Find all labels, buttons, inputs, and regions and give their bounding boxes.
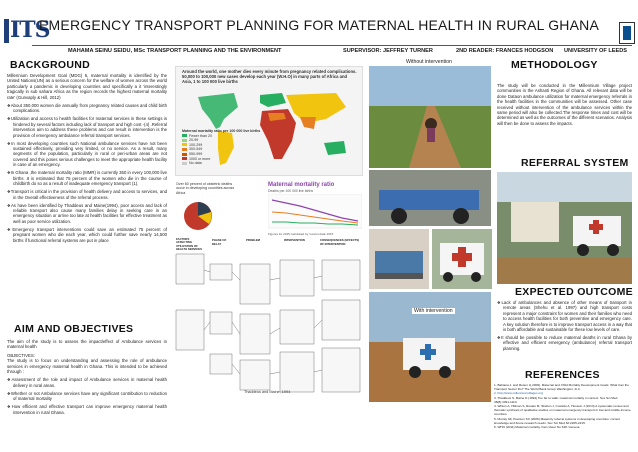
map-caption: Around the world, one mother dies every minute from pregnancy related complications. 50,000 to 100,000 new cases develop each year (W.H.O) in many parts of Africa and Asia, 1 to 100 000 live births [182,69,357,84]
without-intervention-label: Without intervention [406,59,452,65]
referral-system-heading: REFERRAL SYSTEM [521,157,629,169]
chart-footnote: Figures for 2015 calculated by 'Lancet data' 2015 [268,232,334,236]
rural-road-photo-shapes [369,66,491,168]
reference-item: 5. Murray SF, Pearson SC (2006) Maternity referral systems in developing countries: current knowledge and future research needs. Soc Sci Med 62:2205-2215. [494,416,621,425]
author-name: MAHAMA SEINU SEIDU, MSc TRANSPORT PLANNING AND THE ENVIRONMENT [68,48,282,54]
reference-item: 4. Wilson A, Hillman S, Rosato M, Skelton J, Costello A, Hussein J (2013) A systematic review and thematic synthesis of qualitative studies on maternal emergency transport in low-and middle-income countries. [494,404,631,417]
objectives-label: OBJECTIVES: [7,352,35,358]
aim-statement: The aim of the study is to assess the impact/effect of Ambulance services in maternal health [7,339,167,350]
title-divider [32,45,632,46]
three-delays-flow-diagram [174,238,364,398]
flow-caption: Thaddeus and Maine, 1994 [244,390,291,394]
background-bullet: ❖ In most developing countries such National ambulance services have not been sustained effectively, providing very limited, or no service. As a result, many segments of the population, particularly in rural or peri-urban areas are not covered and this poses serious challenges to meet the appropriate health facility in case of an emergency. [7,141,167,168]
reference-item: 2. http://www.millenniumvillages.org [494,391,544,396]
university-name: UNIVERSITY OF LEEDS [564,48,627,54]
background-text [7,73,167,246]
references-heading: REFERENCES [525,369,600,381]
methodology-text: The study will be conducted in the Millennium Village project communities in the Ashanti Region of Ghana. All relevant data will be done Dataon ambulance utilization for maternal emergency referrals in the health facilities in the communities will be assessed. Other case received without intervention of the ambulance services within the same period will also be collected.The response times and cost will be determined as well as the outcomes of the different scenarios. Analysis will then be done to assess the impacts. [497,83,632,126]
reference-item: 3. Thaddeus S, Maine D (1994) Too far to walk: maternal mortality in context. Soc Sci Med 38(8):1091-1110. [494,395,618,404]
mortality-charts [176,182,362,238]
motorbike-photo-shapes [369,170,491,226]
referral-system-photo [497,172,632,284]
objective-bullet: ❖ Whether or not Ambulance services have any significant contribution to reduction of maternal mortality [7,391,167,402]
background-bullet: ❖ Transport is critical in the provision of health delivery and access to services, and in the Overall effectiveness of the referral process. [7,189,167,200]
patient-on-motorbike-photo [369,170,491,226]
flow-header: FACTORS AFFECTING UTILIZATION OF HEALTH SERVICES [176,237,203,252]
map-legend-item: Fewer than 20 [182,134,260,139]
flow-header: CONSEQUENCES (EFFECTS) OF INTERVENTION [320,238,360,246]
methodology-heading: METHODOLOGY [511,59,598,71]
flow-header: INTERVENTION [284,238,305,242]
expected-outcome-text [497,300,632,354]
flow-header: PHASE OF DELAY [212,238,227,246]
with-intervention-label: With intervention [414,308,453,314]
mortality-chart-subtitle: Deaths per 100 000 live births [268,189,314,193]
map-legend-item: 100-299 [182,143,260,148]
map-legend-item: 20-99 [182,138,260,143]
map-legend [182,129,260,166]
background-bullet: ❖ As have been identified by Thaddeus and Maine(1994), poor access and lack of reliable transport also cause many families delay in seeking care in an emergency situation or arrive too late at health facilities for effective treatment as well as poor service utilization. [7,203,167,225]
outcome-bullet: ❖ Lack of ambulances and absence of other means of transport in remote areas (Shehu et al. 1997) and high transport costs represent a major constraint for women and their families who need to access health facilities for both preventive and emergency care. A key solution therefore is to improve transport access in a way that is both affordable and sustainable for these low levels of care. [497,300,632,332]
map-legend-item: No data [182,161,260,166]
supervisor-name: SUPERVISOR: JEFFREY TURNER [343,48,433,54]
reference-item: 1. Bahiana J. and Reiser J(,2006). Maternal and Child Mortality Development Goals: What Can the Transport Sector Do? The World Bank Group Washington, D.C. [494,383,629,392]
objectives-intro: The study is to focus on understanding and assessing the role of ambulance services in emergency maternal health in Ghana. This is intended to be achieved through : [7,358,167,375]
flow-header: PROBLEM [246,238,260,242]
background-bullet: ❖ In Ghana ,the maternal mortality ratio (MMR) is currently 350 in every 100,000 live births .It is estimated that 75 percent of the women who die in the course of childbirth do so as a result of inadequate emergency transport (1). [7,170,167,186]
map-legend-title: Maternal mortality ratio per 100 000 live births [182,129,261,133]
flow-diagram-boxes [174,250,364,400]
its-logo-text: ITS [10,17,50,43]
background-bullet: ❖ Utilization and access to health facilities for maternal services in these settings is hindered by several factors including lack of transport and high cost -(4) .Referral intervention aim to address these problems and can result in intervention is the provision of emergency ambulance referral transport services. [7,116,167,138]
pie-caption: Over 60 percent of obstetric deaths occur in developing countries across Africa [176,182,235,195]
reference-item: 6. WHO (2011) Maternal mortality. Fact sheet No 348. Geneva. [494,425,581,430]
maternal-mortality-line-chart [268,194,362,234]
aims-heading: AIM AND OBJECTIVES [14,323,134,335]
delivery-bed-photo [369,229,429,289]
expected-outcome-heading: EXPECTED OUTCOME [515,286,633,298]
references-list [494,383,632,429]
poster-title: EMERGENCY TRANSPORT PLANNING FOR MATERNAL HEALTH IN RURAL GHANA [39,17,599,33]
map-legend-item: 1000 or more [182,157,260,162]
rural-road-photo [369,66,491,168]
background-bullet: ❖ Emergency transport interventions could save an estimated 75 percent of pregnant women who die each year, which could further save nearly 14,500 births if functional referral systems are put in place [7,227,167,243]
background-bullet: ❖ About 350,000 women die annually from pregnancy related causes and child birth complications. [7,103,167,114]
objective-bullet: ❖ Assessment of the role and impact of Ambulance services in maternal health delivery in rural areas. [7,377,167,388]
outcome-bullet: ❖ It should be possible to reduce maternal deaths in rural Ghana by effective and efficient emergency (ambulance) referral transport planning. [497,335,632,351]
ambulance-photo [432,229,492,289]
obstetric-deaths-pie-chart [176,196,236,236]
background-heading: BACKGROUND [10,59,90,71]
second-reader-name: 2ND READER: FRANCES HODGSON [456,48,554,54]
objective-bullet: ❖ How efficient and effective transport can improve emergency maternal health intervention in rural Ghana. [7,404,167,415]
aims-text [7,339,167,418]
map-legend-item: 300-549 [182,147,260,152]
map-legend-item: 550-999 [182,152,260,157]
mortality-chart-title: Maternal mortality ratio [268,182,335,188]
background-intro: Millennium Development Goal (MDG) 5, maternal mortality is identified by the United Nations(UN) as a serious concern for the welfare of women across the world particularly a pandemic in developing countries and specifically a it 'interestingly tragically in sub sahara Africa as the region records the highest maternal mortality rate' (Gunvaply & Hill, 2012) [7,73,167,100]
maternal-mortality-world-map [175,66,363,176]
